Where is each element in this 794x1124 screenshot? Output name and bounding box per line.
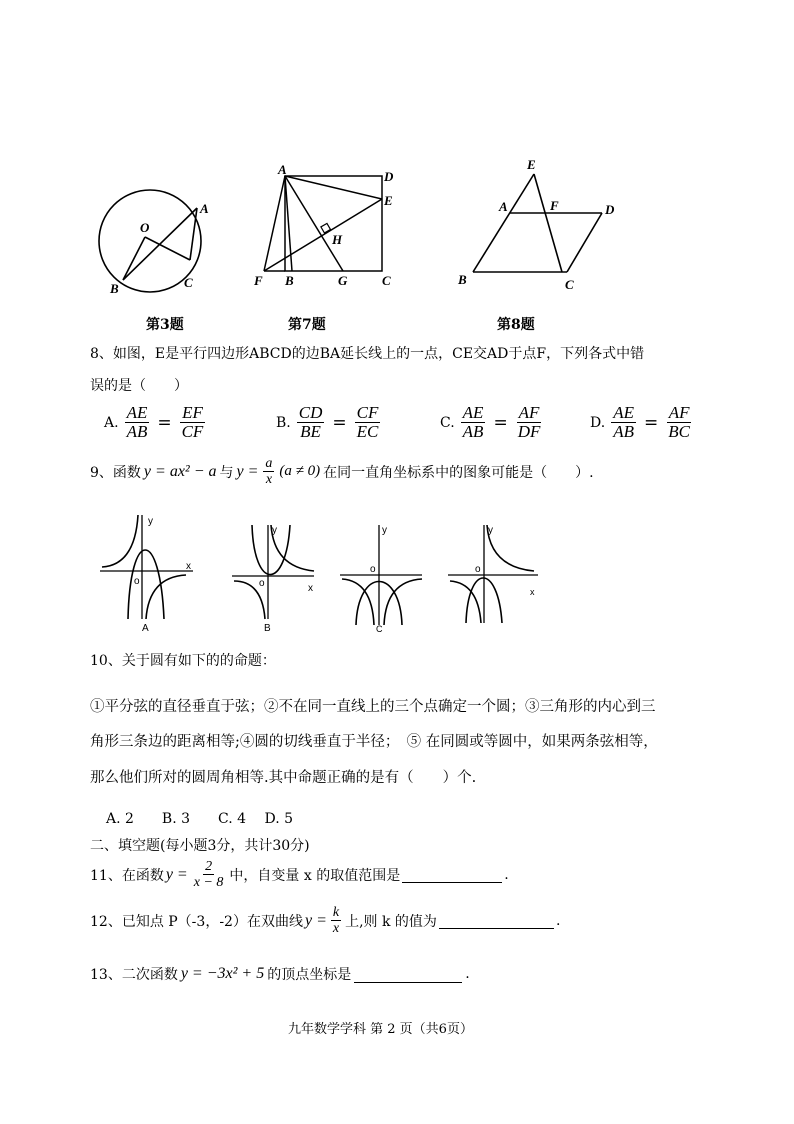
fig7-label-h: H bbox=[332, 232, 343, 247]
q9-graph-c-y: y bbox=[382, 525, 387, 536]
fig3-label-a: A bbox=[200, 201, 209, 216]
figure-7 bbox=[250, 162, 410, 292]
section2-title: 二、填空题(每小题3分，共计30分) bbox=[90, 838, 310, 854]
q8-option-d[interactable]: D. $\frac{AE}{AB}$ = $\frac{AF}{BC}$ bbox=[590, 403, 690, 441]
q9-graph-b-label: B bbox=[264, 623, 271, 634]
fig7-label-d: D bbox=[384, 169, 394, 184]
q9-graph-b-x: x bbox=[308, 583, 313, 594]
q8-line2: 误的是（ ） bbox=[90, 378, 188, 394]
fig7-label-g: G bbox=[338, 273, 348, 288]
q12: 12、已知点 P（-3，-2）在双曲线 y = $\frac{k}{x}$ 上,则 k 的值为 . bbox=[90, 905, 561, 936]
q10-title: 10、关于圆有如下的的命题： bbox=[90, 653, 276, 669]
q13-answer-blank[interactable] bbox=[354, 966, 462, 983]
q9-graph-a-label: A bbox=[142, 623, 149, 634]
fig8-label-b: B bbox=[458, 272, 467, 287]
fig8-label-d: D bbox=[605, 202, 615, 217]
q8-option-c[interactable]: C. $\frac{AE}{AB}$ = $\frac{AF}{DF}$ bbox=[440, 403, 541, 441]
q11-answer-blank[interactable] bbox=[402, 866, 502, 883]
q8-line1: 8、如图，E是平行四边形ABCD的边BA延长线上的一点，CE交AD于点F，下列各式中错 bbox=[90, 346, 645, 362]
fig7-label-b: B bbox=[285, 273, 294, 288]
fig3-label-b: B bbox=[110, 281, 119, 296]
q9-graph-b-y: y bbox=[272, 525, 277, 536]
fig3-caption: 第3题 bbox=[146, 317, 184, 333]
q12-answer-blank[interactable] bbox=[439, 912, 554, 929]
q9-graph-a-o: o bbox=[134, 576, 140, 587]
fig8-label-a: A bbox=[499, 199, 508, 214]
q9-line: 9、函数 y = ax² − a 与 y = $\frac{a}{x}$ (a ≠ 0) 在同一直角坐标系中的图象可能是（ ）. bbox=[90, 456, 594, 487]
fig7-label-c: C bbox=[382, 273, 391, 288]
figure-3 bbox=[90, 185, 220, 305]
q13: 13、二次函数 y = −3x² + 5 的顶点坐标是 . bbox=[90, 965, 470, 983]
fig7-label-e: E bbox=[384, 193, 393, 208]
q10-options[interactable]: A. 2 B. 3 C. 4 D. 5 bbox=[106, 811, 294, 827]
fig3-label-c: C bbox=[184, 275, 193, 290]
q9-graph-c-o: o bbox=[370, 564, 376, 575]
q10-line2: 角形三条边的距离相等;④圆的切线垂直于半径； ⑤ 在同圆或等圆中，如果两条弦相等， bbox=[90, 734, 658, 750]
q9-graph-c-label: C bbox=[376, 624, 383, 634]
fig7-caption: 第7题 bbox=[288, 317, 326, 333]
q9-graph-d[interactable] bbox=[444, 519, 544, 634]
q9-graph-a-x: x bbox=[186, 561, 191, 572]
fig3-label-o: O bbox=[140, 220, 150, 235]
q8-option-a[interactable]: A. $\frac{AE}{AB}$ = $\frac{EF}{CF}$ bbox=[104, 403, 204, 441]
q9-graph-d-y: y bbox=[488, 525, 493, 536]
q10-line3: 那么他们所对的圆周角相等.其中命题正确的是有（ ）个. bbox=[90, 770, 477, 786]
fig8-caption: 第8题 bbox=[497, 317, 535, 333]
q10-line1: ①平分弦的直径垂直于弦；②不在同一直线上的三个点确定一个圆；③三角形的内心到三 bbox=[90, 699, 656, 715]
q9-graph-a-y: y bbox=[148, 516, 153, 527]
q9-graph-c[interactable] bbox=[336, 519, 428, 634]
figure-8 bbox=[455, 152, 630, 292]
fig8-label-f: F bbox=[550, 198, 559, 213]
q9-graph-d-o: o bbox=[475, 564, 481, 575]
fig7-label-f: F bbox=[254, 273, 263, 288]
fig8-label-c: C bbox=[565, 277, 574, 292]
q9-graph-d-x: x bbox=[530, 587, 535, 597]
q9-graph-b[interactable] bbox=[228, 519, 320, 634]
fig8-label-e: E bbox=[527, 157, 536, 172]
fig7-label-a: A bbox=[278, 162, 287, 177]
page-footer: 九年数学学科 第 2 页（共6页） bbox=[288, 1022, 473, 1037]
q9-graph-b-o: o bbox=[259, 578, 265, 589]
q8-option-b[interactable]: B. $\frac{CD}{BE}$ = $\frac{CF}{EC}$ bbox=[276, 403, 379, 441]
q9-graph-a[interactable] bbox=[98, 507, 198, 635]
q11: 11、在函数 y = $\frac{2}{x - 8}$ 中，自变量 x 的取值范围是 . bbox=[90, 859, 509, 890]
